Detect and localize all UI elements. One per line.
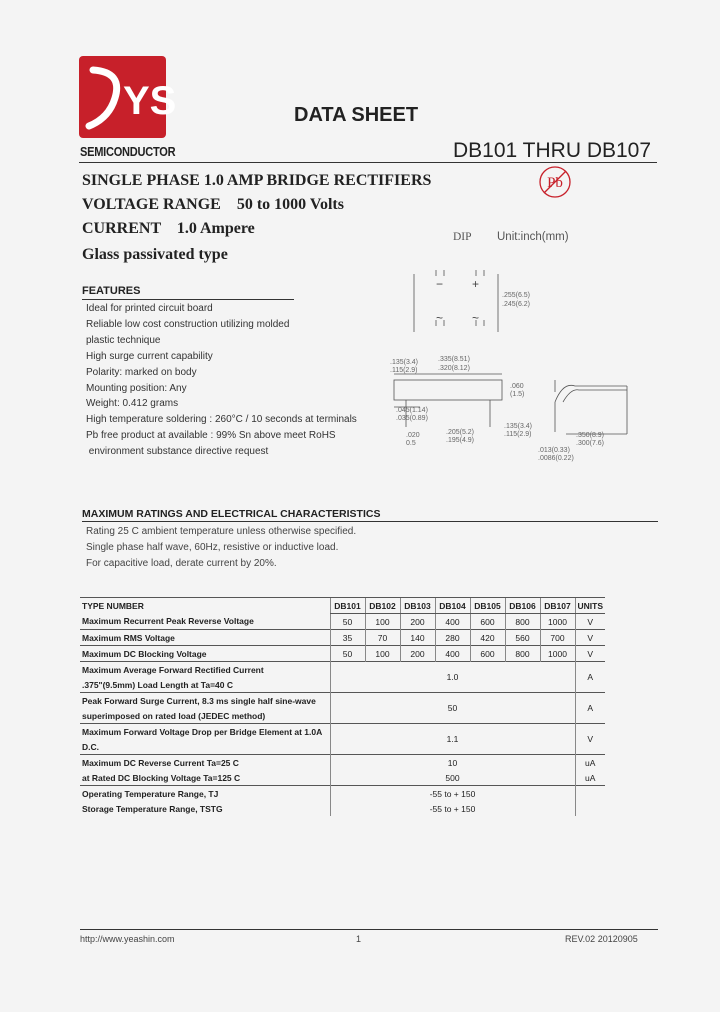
column-header: DB101	[330, 598, 365, 614]
value-cell: -55 to + 150	[330, 801, 575, 816]
column-header: DB106	[505, 598, 540, 614]
value-cell: 1000	[540, 646, 575, 662]
ratings-divider	[82, 521, 658, 522]
value-cell: 400	[435, 614, 470, 630]
param-cell: Operating Temperature Range, TJ	[80, 786, 330, 802]
unit-cell: V	[575, 724, 605, 755]
value-cell: 560	[505, 630, 540, 646]
value-cell: 400	[435, 646, 470, 662]
param-cell: Maximum DC Reverse Current Ta=25 C	[80, 755, 330, 771]
dim-label: .115(2.9)	[504, 431, 532, 438]
feature-item: environment substance directive request	[86, 446, 269, 458]
package-name: DIP	[453, 231, 472, 243]
value-cell: 70	[365, 630, 400, 646]
dim-label: .300(7.6)	[576, 440, 605, 447]
rating-note: For capacitive load, derate current by 20%.	[86, 558, 277, 569]
current-rating: CURRENT 1.0 Ampere	[82, 220, 255, 237]
rating-note: Rating 25 C ambient temperature unless otherwise specified.	[86, 526, 357, 537]
feature-item: Ideal for printed circuit board	[86, 303, 213, 314]
table-row	[80, 646, 605, 662]
revision: REV.02 20120905	[565, 934, 638, 944]
feature-item: Pb free product at available : 99% Sn above meet RoHS	[86, 430, 336, 442]
pin-plus-label: +	[472, 277, 480, 291]
page-number: 1	[356, 934, 362, 944]
dim-label: .045(1.14)	[396, 407, 428, 414]
dim-label: .320(8.12)	[438, 365, 470, 372]
value-cell: -55 to + 150	[330, 786, 575, 802]
param-cell: .375"(9.5mm) Load Length at Ta=40 C	[82, 679, 234, 690]
table-row	[80, 630, 605, 646]
company-name: SEMICONDUCTOR	[80, 144, 176, 159]
table-row	[80, 770, 605, 786]
value-cell: 35	[330, 630, 365, 646]
value-cell: 1000	[540, 614, 575, 630]
table-row	[80, 755, 605, 771]
value-cell: 100	[365, 614, 400, 630]
table-row	[80, 801, 605, 816]
dim-label: .195(4.9)	[446, 437, 475, 444]
dim-label: .0086(0.22)	[538, 455, 574, 462]
feature-item: High surge current capability	[86, 350, 213, 362]
feature-item: plastic technique	[86, 334, 161, 346]
param-cell: Maximum RMS Voltage	[80, 630, 330, 646]
feature-item: Polarity: marked on body	[86, 366, 197, 378]
dim-label: .205(5.2)	[446, 429, 475, 436]
feature-item: Mounting position: Any	[86, 382, 187, 394]
dim-label: 0.5	[406, 440, 416, 447]
dim-label: .335(8.51)	[438, 356, 470, 363]
dim-label: (1.5)	[510, 391, 525, 398]
company-logo	[79, 56, 177, 138]
param-cell: Maximum Recurrent Peak Reverse Voltage	[82, 616, 254, 627]
features-title: FEATURES	[82, 285, 141, 297]
param-cell: at Rated DC Blocking Voltage Ta=125 C	[82, 772, 241, 783]
column-header: DB103	[400, 598, 435, 614]
unit-cell: A	[575, 693, 605, 724]
value-cell: 500	[330, 770, 575, 786]
ratings-title: MAXIMUM RATINGS AND ELECTRICAL CHARACTERISTICS	[82, 508, 381, 520]
package-outline-drawing	[380, 262, 640, 462]
value-cell: 600	[470, 646, 505, 662]
param-cell: Maximum DC Blocking Voltage	[80, 646, 330, 662]
features-list	[86, 301, 357, 460]
param-cell: Peak Forward Surge Current, 8.3 ms single half sine-wave	[80, 693, 330, 709]
unit-cell: V	[575, 646, 605, 662]
feature-item: Weight: 0.412 grams	[86, 398, 179, 410]
value-cell: 10	[330, 755, 575, 771]
pin-minus-label: −	[436, 277, 444, 291]
dim-label: .035(0.89)	[396, 415, 428, 422]
package-unit: Unit:inch(mm)	[497, 231, 569, 243]
unit-cell: uA	[575, 770, 605, 786]
param-cell: superimposed on rated load (JEDEC method)	[82, 710, 266, 721]
param-cell: D.C.	[82, 741, 99, 752]
table-row	[80, 786, 605, 802]
ratings-table	[80, 597, 605, 816]
table-row	[80, 724, 605, 740]
dim-label: .255(6.5)	[502, 292, 531, 299]
rating-note: Single phase half wave, 60Hz, resistive or inductive load.	[86, 542, 339, 553]
value-cell: 200	[400, 614, 435, 630]
table-row	[80, 614, 605, 630]
param-cell: Maximum Average Forward Rectified Current	[80, 662, 330, 678]
value-cell: 200	[400, 646, 435, 662]
value-cell: 800	[505, 646, 540, 662]
value-cell: 800	[505, 614, 540, 630]
pb-label: Pb	[547, 175, 563, 191]
unit-cell: uA	[575, 755, 605, 771]
param-cell: Storage Temperature Range, TSTG	[82, 803, 223, 814]
construction-type: Glass passivated type	[82, 246, 228, 263]
value-cell: 50	[330, 614, 365, 630]
feature-item: Reliable low cost construction utilizing molded	[86, 318, 290, 330]
footer-divider	[80, 929, 658, 930]
unit-cell: A	[575, 662, 605, 693]
column-header: DB105	[470, 598, 505, 614]
table-header-row	[80, 598, 605, 614]
dim-label: .350(8.9)	[576, 432, 605, 439]
column-header: DB102	[365, 598, 400, 614]
table-row	[80, 662, 605, 678]
dim-label: .060	[510, 383, 524, 390]
column-header: TYPE NUMBER	[80, 598, 330, 614]
dim-label: .135(3.4)	[504, 423, 533, 430]
footer-url[interactable]: http://www.yeashin.com	[80, 934, 175, 944]
logo-letter: YS	[123, 79, 177, 123]
param-cell: Maximum Forward Voltage Drop per Bridge Element at 1.0A	[80, 724, 330, 740]
table-row	[80, 693, 605, 709]
value-cell: 280	[435, 630, 470, 646]
dim-label: .020	[406, 432, 420, 439]
logo-mark	[79, 56, 177, 138]
dim-label: .013(0.33)	[538, 447, 570, 454]
value-cell: 600	[470, 614, 505, 630]
dim-label: .245(6.2)	[502, 301, 531, 308]
unit-cell: V	[575, 630, 605, 646]
value-cell: 700	[540, 630, 575, 646]
unit-cell: V	[575, 614, 605, 630]
value-cell: 100	[365, 646, 400, 662]
value-cell: 1.0	[330, 662, 575, 693]
value-cell: 140	[400, 630, 435, 646]
value-cell: 50	[330, 693, 575, 724]
pin-ac-label-1: ~	[436, 311, 444, 325]
pb-free-icon	[538, 165, 572, 204]
value-cell: 1.1	[330, 724, 575, 755]
column-header: UNITS	[575, 598, 605, 614]
voltage-range: VOLTAGE RANGE 50 to 1000 Volts	[82, 196, 344, 213]
pin-ac-label-2: ~	[472, 311, 480, 325]
document-title: DATA SHEET	[294, 104, 419, 126]
part-range: DB101 THRU DB107	[453, 139, 652, 162]
dim-label: .115(2.9)	[390, 367, 418, 374]
features-divider	[82, 299, 294, 300]
column-header: DB104	[435, 598, 470, 614]
value-cell: 50	[330, 646, 365, 662]
feature-item: High temperature soldering : 260°C / 10 seconds at terminals	[86, 414, 357, 426]
dim-label: .135(3.4)	[390, 359, 419, 366]
column-header: DB107	[540, 598, 575, 614]
value-cell: 420	[470, 630, 505, 646]
product-headline: SINGLE PHASE 1.0 AMP BRIDGE RECTIFIERS	[82, 172, 432, 189]
